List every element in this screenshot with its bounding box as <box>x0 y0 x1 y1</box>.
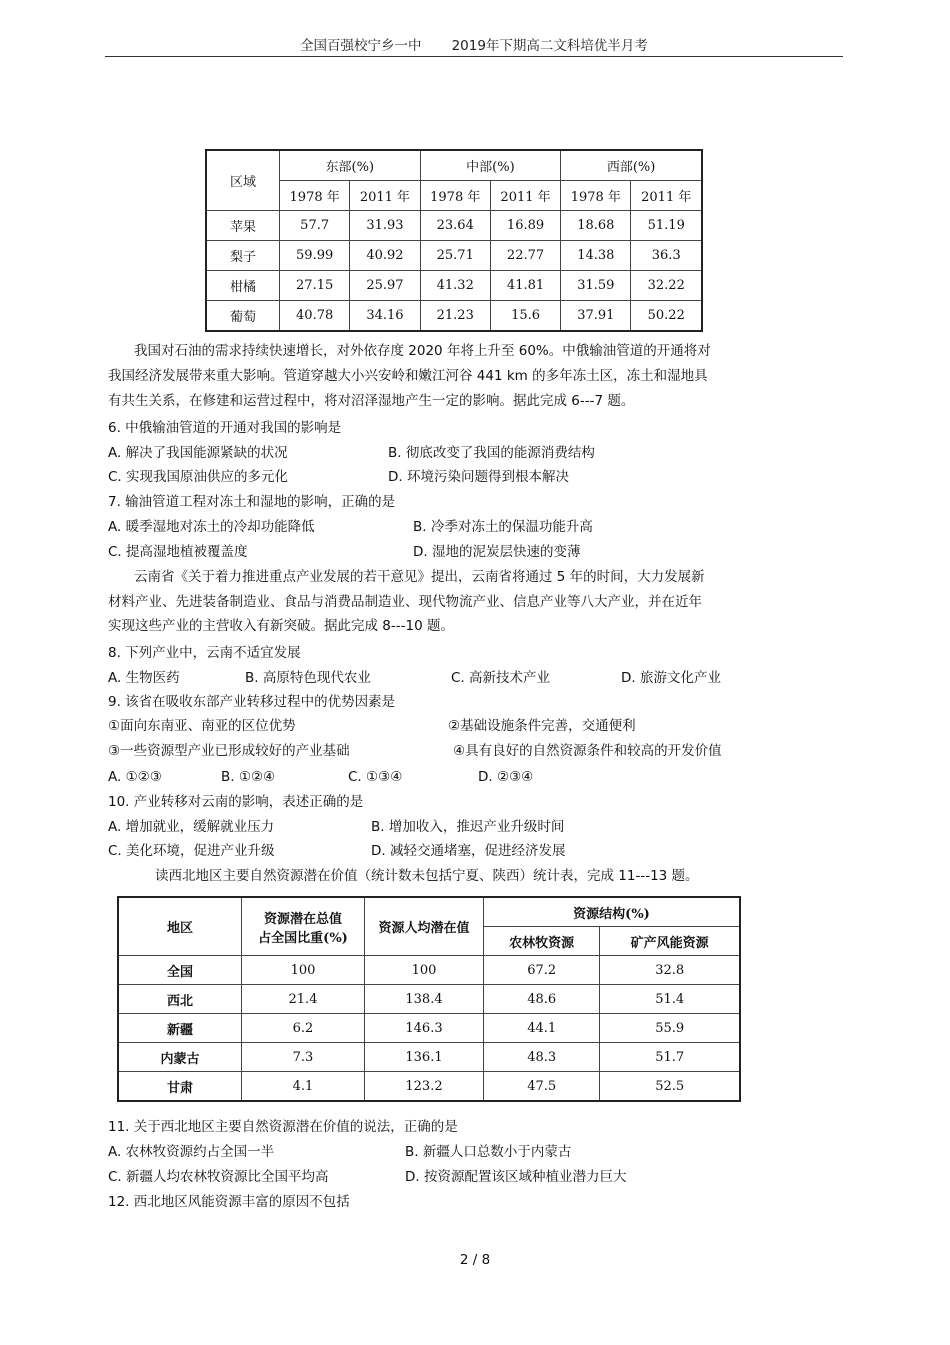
table-cell: 47.5 <box>484 1072 600 1102</box>
table-cell: 57.7 <box>280 211 350 241</box>
question-stem: 6. 中俄输油管道的开通对我国的影响是 <box>108 420 342 436</box>
table-cell: 50.22 <box>631 301 702 332</box>
header-share-line: 占全国比重(%) <box>258 930 348 946</box>
table-header-group: 东部(%) <box>280 150 421 181</box>
question-stem: 11. 关于西北地区主要自然资源潜在价值的说法，正确的是 <box>108 1119 458 1135</box>
table-row <box>206 241 702 271</box>
table-cell: 18.68 <box>561 211 631 241</box>
option-d: D. 旅游文化产业 <box>621 670 721 686</box>
option-a: A. ①②③ <box>108 769 162 785</box>
table-header-year: 1978 年 <box>420 181 490 211</box>
row-label: 苹果 <box>206 211 280 241</box>
row-label: 西北 <box>118 985 242 1014</box>
table-header-year: 2011 年 <box>350 181 420 211</box>
table-row <box>206 301 702 332</box>
table-cell: 25.71 <box>420 241 490 271</box>
question-stem: 12. 西北地区风能资源丰富的原因不包括 <box>108 1194 350 1210</box>
option-c: C. 高新技术产业 <box>451 670 551 686</box>
passage-line: 材料产业、先进装备制造业、食品与消费品制造业、现代物流产业、信息产业等八大产业，并在近年 <box>108 594 702 610</box>
statement-3: ③一些资源型产业已形成较好的产业基础 <box>108 743 350 759</box>
option-d: D. 减轻交通堵塞，促进经济发展 <box>371 843 566 859</box>
header-school: 全国百强校宁乡一中 <box>300 38 422 54</box>
option-b: B. 高原特色现代农业 <box>245 670 371 686</box>
table-header-agri: 农林牧资源 <box>484 927 600 956</box>
table-cell: 14.38 <box>561 241 631 271</box>
table-cell: 23.64 <box>420 211 490 241</box>
table-cell: 51.19 <box>631 211 702 241</box>
table-row <box>118 1043 740 1072</box>
table-cell: 100 <box>365 956 484 985</box>
question-stem: 10. 产业转移对云南的影响，表述正确的是 <box>108 794 364 810</box>
table-header-year: 2011 年 <box>490 181 560 211</box>
table-header-share <box>242 897 365 956</box>
option-a: A. 解决了我国能源紧缺的状况 <box>108 445 288 461</box>
header-exam: 2019年下期高二文科培优半月考 <box>451 38 648 54</box>
table-cell: 146.3 <box>365 1014 484 1043</box>
table-header-region: 地区 <box>118 897 242 956</box>
table-cell: 59.99 <box>280 241 350 271</box>
option-b: B. 增加收入，推迟产业升级时间 <box>371 819 565 835</box>
table-header-group: 中部(%) <box>420 150 561 181</box>
table-cell: 40.78 <box>280 301 350 332</box>
resource-value-table <box>117 896 741 1102</box>
option-c: C. 实现我国原油供应的多元化 <box>108 469 289 485</box>
passage-line: 我国经济发展带来重大影响。管道穿越大小兴安岭和嫩江河谷 441 km 的多年冻土区，冻土和湿地具 <box>108 368 708 384</box>
option-a: A. 增加就业，缓解就业压力 <box>108 819 275 835</box>
option-d: D. 湿地的泥炭层快速的变薄 <box>413 544 581 560</box>
table-cell: 31.93 <box>350 211 420 241</box>
row-label: 甘肃 <box>118 1072 242 1102</box>
table-cell: 34.16 <box>350 301 420 332</box>
option-b: B. ①②④ <box>221 769 276 785</box>
table-row <box>118 985 740 1014</box>
table-row <box>206 271 702 301</box>
passage-line: 我国对石油的需求持续快速增长，对外依存度 2020 年将上升至 60%。中俄输油管道的开通将对 <box>134 343 711 359</box>
table-cell: 15.6 <box>490 301 560 332</box>
option-c: C. 新疆人均农林牧资源比全国平均高 <box>108 1169 329 1185</box>
table-header-region: 区域 <box>206 150 280 211</box>
table-cell: 67.2 <box>484 956 600 985</box>
option-d: D. 按资源配置该区域种植业潜力巨大 <box>405 1169 627 1185</box>
table-header-year: 1978 年 <box>280 181 350 211</box>
table-cell: 41.81 <box>490 271 560 301</box>
table-row <box>118 1072 740 1102</box>
passage-line: 云南省《关于着力推进重点产业发展的若干意见》提出，云南省将通过 5 年的时间，大力发展新 <box>134 569 705 585</box>
table-cell: 51.4 <box>600 985 740 1014</box>
table-header-group: 西部(%) <box>561 150 702 181</box>
option-a: A. 暖季湿地对冻土的冷却功能降低 <box>108 519 315 535</box>
table-cell: 16.89 <box>490 211 560 241</box>
table-cell: 40.92 <box>350 241 420 271</box>
table-cell: 21.23 <box>420 301 490 332</box>
table-header-mineral: 矿产风能资源 <box>600 927 740 956</box>
table-cell: 4.1 <box>242 1072 365 1102</box>
table-cell: 36.3 <box>631 241 702 271</box>
question-stem: 7. 输油管道工程对冻土和湿地的影响，正确的是 <box>108 494 396 510</box>
table-cell: 31.59 <box>561 271 631 301</box>
table-header-year: 2011 年 <box>631 181 702 211</box>
table-cell: 138.4 <box>365 985 484 1014</box>
table-row <box>118 956 740 985</box>
row-label: 葡萄 <box>206 301 280 332</box>
passage-line: 读西北地区主要自然资源潜在价值（统计数未包括宁夏、陕西）统计表，完成 11---13 题。 <box>155 868 699 884</box>
fruit-production-table <box>205 149 703 332</box>
table-row <box>118 1014 740 1043</box>
table-cell: 37.91 <box>561 301 631 332</box>
table-cell: 41.32 <box>420 271 490 301</box>
table-header-structure: 资源结构(%) <box>484 897 741 927</box>
table-cell: 48.3 <box>484 1043 600 1072</box>
option-a: A. 农林牧资源约占全国一半 <box>108 1144 275 1160</box>
table-cell: 32.8 <box>600 956 740 985</box>
table-header-per-capita: 资源人均潜在值 <box>365 897 484 956</box>
statement-1: ①面向东南亚、南亚的区位优势 <box>108 718 296 734</box>
header-share-line: 资源潜在总值 <box>263 911 342 927</box>
option-b: B. 彻底改变了我国的能源消费结构 <box>388 445 595 461</box>
table-cell: 136.1 <box>365 1043 484 1072</box>
statement-4: ④具有良好的自然资源条件和较高的开发价值 <box>453 743 722 759</box>
option-b: B. 冷季对冻土的保温功能升高 <box>413 519 593 535</box>
table-cell: 7.3 <box>242 1043 365 1072</box>
page-number: 2 / 8 <box>459 1252 491 1268</box>
option-d: D. ②③④ <box>478 769 534 785</box>
table-cell: 55.9 <box>600 1014 740 1043</box>
table-cell: 32.22 <box>631 271 702 301</box>
table-header-year: 1978 年 <box>561 181 631 211</box>
option-c: C. ①③④ <box>348 769 403 785</box>
table-cell: 25.97 <box>350 271 420 301</box>
table-cell: 6.2 <box>242 1014 365 1043</box>
table-cell: 44.1 <box>484 1014 600 1043</box>
row-label: 柑橘 <box>206 271 280 301</box>
statement-2: ②基础设施条件完善，交通便利 <box>448 718 636 734</box>
row-label: 梨子 <box>206 241 280 271</box>
table-row <box>206 211 702 241</box>
option-c: C. 提高湿地植被覆盖度 <box>108 544 248 560</box>
passage-line: 实现这些产业的主营收入有新突破。据此完成 8---10 题。 <box>108 618 454 634</box>
option-c: C. 美化环境，促进产业升级 <box>108 843 275 859</box>
table-cell: 21.4 <box>242 985 365 1014</box>
table-cell: 27.15 <box>280 271 350 301</box>
table-cell: 100 <box>242 956 365 985</box>
table-cell: 48.6 <box>484 985 600 1014</box>
question-stem: 9. 该省在吸收东部产业转移过程中的优势因素是 <box>108 694 396 710</box>
table-cell: 22.77 <box>490 241 560 271</box>
option-a: A. 生物医药 <box>108 670 180 686</box>
table-cell: 51.7 <box>600 1043 740 1072</box>
row-label: 内蒙古 <box>118 1043 242 1072</box>
option-d: D. 环境污染问题得到根本解决 <box>388 469 569 485</box>
passage-line: 有共生关系，在修建和运营过程中，将对沼泽湿地产生一定的影响。据此完成 6---7 题。 <box>108 393 635 409</box>
question-stem: 8. 下列产业中，云南不适宜发展 <box>108 645 301 661</box>
row-label: 新疆 <box>118 1014 242 1043</box>
page-header <box>105 34 843 57</box>
table-cell: 52.5 <box>600 1072 740 1102</box>
row-label: 全国 <box>118 956 242 985</box>
table-cell: 123.2 <box>365 1072 484 1102</box>
option-b: B. 新疆人口总数小于内蒙古 <box>405 1144 572 1160</box>
